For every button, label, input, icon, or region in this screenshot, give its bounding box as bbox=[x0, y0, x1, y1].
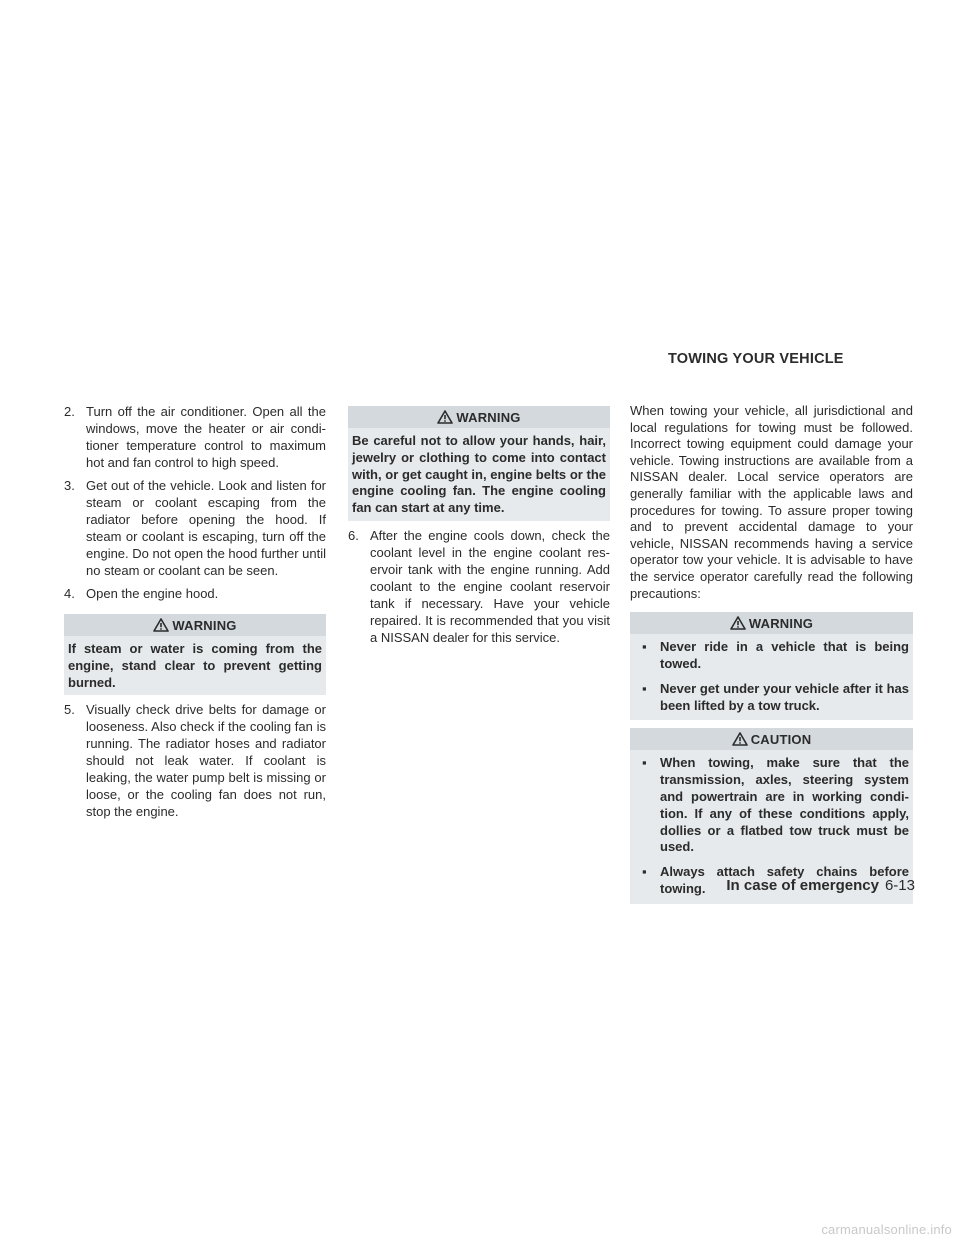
step-5: 5. Visually check drive belts for damage or looseness. Also check if the cooling fan is running. The radiator hoses and radiator should not leak water. If coolant is leaking, the water pump belt is missing or loose, or the cooling fan does not run, stop the engine. bbox=[64, 702, 326, 820]
warning-body bbox=[630, 634, 913, 720]
warning-header bbox=[630, 612, 913, 634]
step-3: 3. Get out of the vehicle. Look and listen for steam or coolant escaping from the radiator before opening the hood. If steam or coolant is escaping, turn off the engine. Do not open the hood further until no steam or coolant can be seen. bbox=[64, 478, 326, 578]
step-6: 6. After the engine cools down, check the coolant level in the engine coolant reservoir tank with the engine running. Add coolant to the engine coolant reservoir tank if necessary. Have your vehicle repaired. It is recommended that you visit a NISSAN dealer for this service. bbox=[348, 527, 610, 645]
page-number: 6-13 bbox=[884, 877, 915, 894]
warning-text: Be careful not to allow your hands, hair, jewelry or clothing to come into contact with, or get caught in, engine belts or the engine cooling fan. The engine cooling fan can start at any time. bbox=[352, 433, 606, 516]
warning-triangle-icon bbox=[437, 410, 453, 424]
warning-triangle-icon bbox=[730, 616, 746, 630]
warning-triangle-icon bbox=[732, 732, 748, 746]
watermark: carmanualsonline.info bbox=[821, 1222, 952, 1237]
list-item: ▪ When towing, make sure that the transmission, axles, steering system and powertrain are in working condition. If any of these conditions apply, dollies or a flatbed tow truck must be used. bbox=[642, 755, 909, 855]
bullet-icon: ▪ bbox=[642, 864, 647, 880]
warning-label: WARNING bbox=[748, 615, 814, 631]
caution-label: CAUTION bbox=[750, 731, 812, 747]
left-column bbox=[64, 403, 326, 826]
bullet-icon: ▪ bbox=[642, 755, 647, 771]
warning-header bbox=[348, 406, 610, 428]
warning-body bbox=[64, 636, 326, 695]
bullet-icon: ▪ bbox=[642, 680, 647, 696]
page-footer bbox=[726, 877, 915, 894]
chapter-title: In case of emergency bbox=[726, 877, 879, 894]
warning-triangle-icon bbox=[153, 618, 169, 632]
section-title: TOWING YOUR VEHICLE bbox=[668, 351, 844, 367]
warning-label: WARNING bbox=[456, 409, 521, 425]
caution-header bbox=[630, 728, 913, 750]
step-2: 2. Turn off the air conditioner. Open all the windows, move the heater or air conditioner temperature control to maximum hot and fan control to high speed. bbox=[64, 404, 326, 470]
warning-label: WARNING bbox=[172, 617, 237, 633]
bullet-icon: ▪ bbox=[642, 639, 647, 655]
list-item: ▪ Always attach safety chains before towing. bbox=[642, 864, 909, 896]
middle-column bbox=[348, 403, 610, 652]
warning-header bbox=[64, 614, 326, 636]
warning-text: If steam or water is coming from the engine, stand clear to prevent getting burned. bbox=[68, 641, 322, 690]
towing-intro: When towing your vehicle, all jurisdictional and local regulations for towing must be followed. Incorrect towing equipment could damage your vehicle. Towing instructions are available from a NISSAN dealer. Local service operators are generally familiar with the applicable laws and procedures for towing. To assure proper towing and to prevent accidental damage to your vehicle, NISSAN recommends having a service operator tow your vehicle. It is advisable to have the service operator carefully read the following precautions: bbox=[630, 403, 913, 601]
list-item: ▪ Never ride in a vehicle that is being towed. bbox=[642, 639, 909, 671]
right-column bbox=[630, 403, 913, 904]
warning-body bbox=[348, 428, 610, 521]
list-item: ▪ Never get under your vehicle after it has been lifted by a tow truck. bbox=[642, 680, 909, 713]
step-4: 4. Open the engine hood. bbox=[64, 586, 219, 601]
